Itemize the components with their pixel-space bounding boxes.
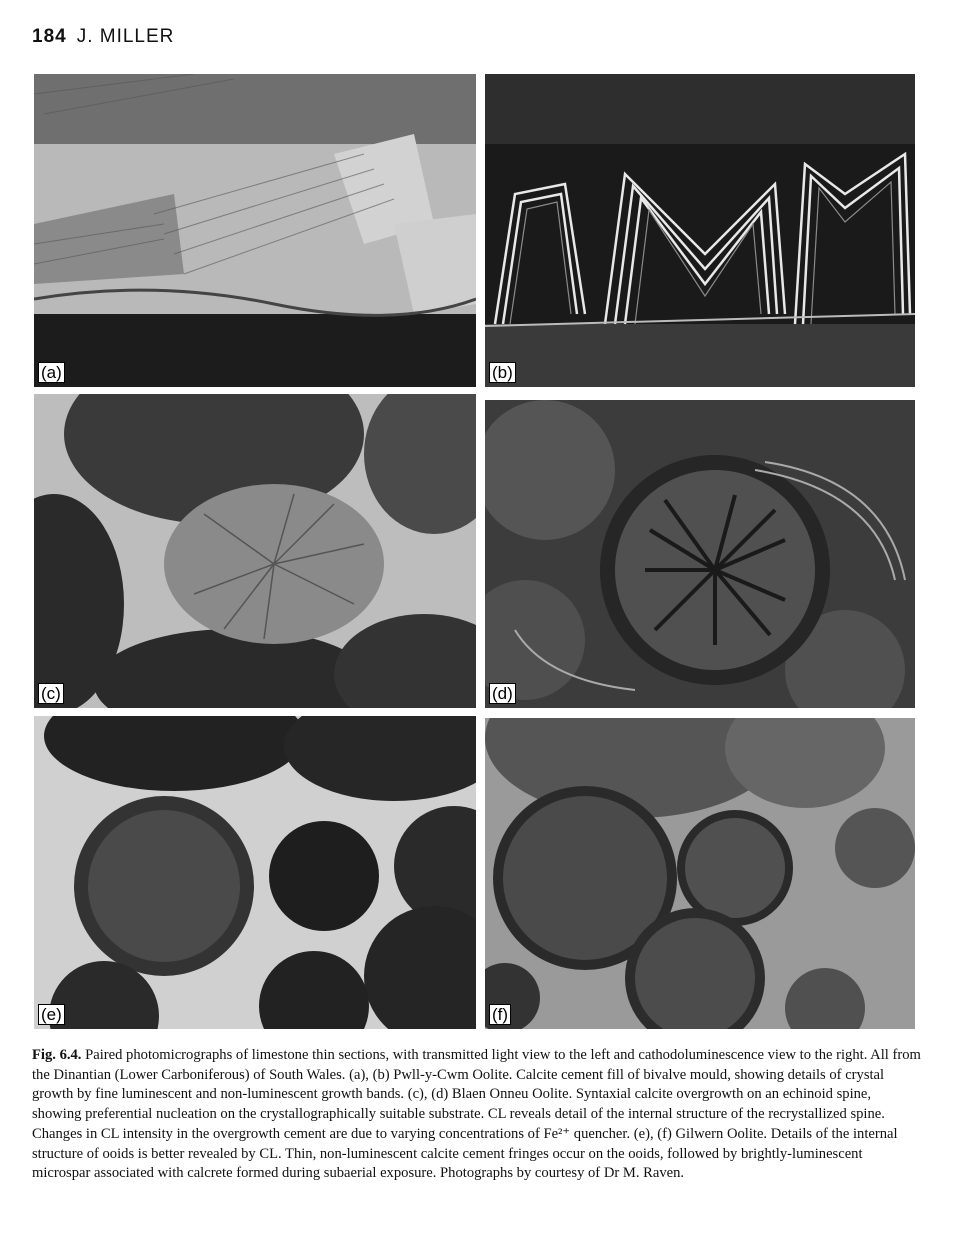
running-author: J. MILLER: [76, 26, 175, 47]
photomicrograph-d: [485, 400, 915, 708]
photomicrograph-e: [34, 716, 476, 1029]
photo-panel-a: [34, 74, 476, 387]
photomicrograph-c: [34, 394, 476, 708]
photo-panel-f: [485, 718, 915, 1029]
photo-panel-e: [34, 716, 476, 1029]
panel-label-c: (c): [38, 683, 64, 704]
panel-label-f: (f): [489, 1004, 511, 1025]
page-number: 184: [32, 26, 67, 47]
photomicrograph-b: [485, 74, 915, 387]
panel-label-b: (b): [489, 362, 516, 383]
figure-caption: [32, 1046, 922, 1184]
photo-panel-d: [485, 400, 915, 708]
panel-label-a: (a): [38, 362, 65, 383]
photomicrograph-a: [34, 74, 476, 387]
panel-label-e: (e): [38, 1004, 65, 1025]
page-header: [32, 26, 174, 48]
photo-panel-c: [34, 394, 476, 708]
photo-panel-b: [485, 74, 915, 387]
caption-text: Paired photomicrographs of limestone thin sections, with transmitted light view to the left and cathodoluminescence view to the right. All from the Dinantian (Lower Carboniferous) of South Wales. (a), (b) Pwll-y-Cwm Oolite. Calcite cement fill of bivalve mould, showing details of crystal growth by fine luminescent and non-luminescent growth bands. (c), (d) Blaen Onneu Oolite. Syntaxial calcite overgrowth on an echinoid spine, showing preferential nucleation on the crystallographically suitable substrate. CL reveals detail of the internal structure of the recrystallized spine. Changes in CL intensity in the overgrowth cement are due to varying concentrations of Fe²⁺ quencher. (e), (f) Gilwern Oolite. Details of the internal structure of ooids is better revealed by CL. Thin, non-luminescent calcite cement fringes occur on the ooids, followed by brightly-luminescent microspar associated with calcrete formed during subaerial exposure. Photographs by courtesy of Dr M. Raven.: [32, 1047, 921, 1182]
panel-label-d: (d): [489, 683, 516, 704]
photomicrograph-f: [485, 718, 915, 1029]
figure-number: Fig. 6.4.: [32, 1047, 82, 1063]
